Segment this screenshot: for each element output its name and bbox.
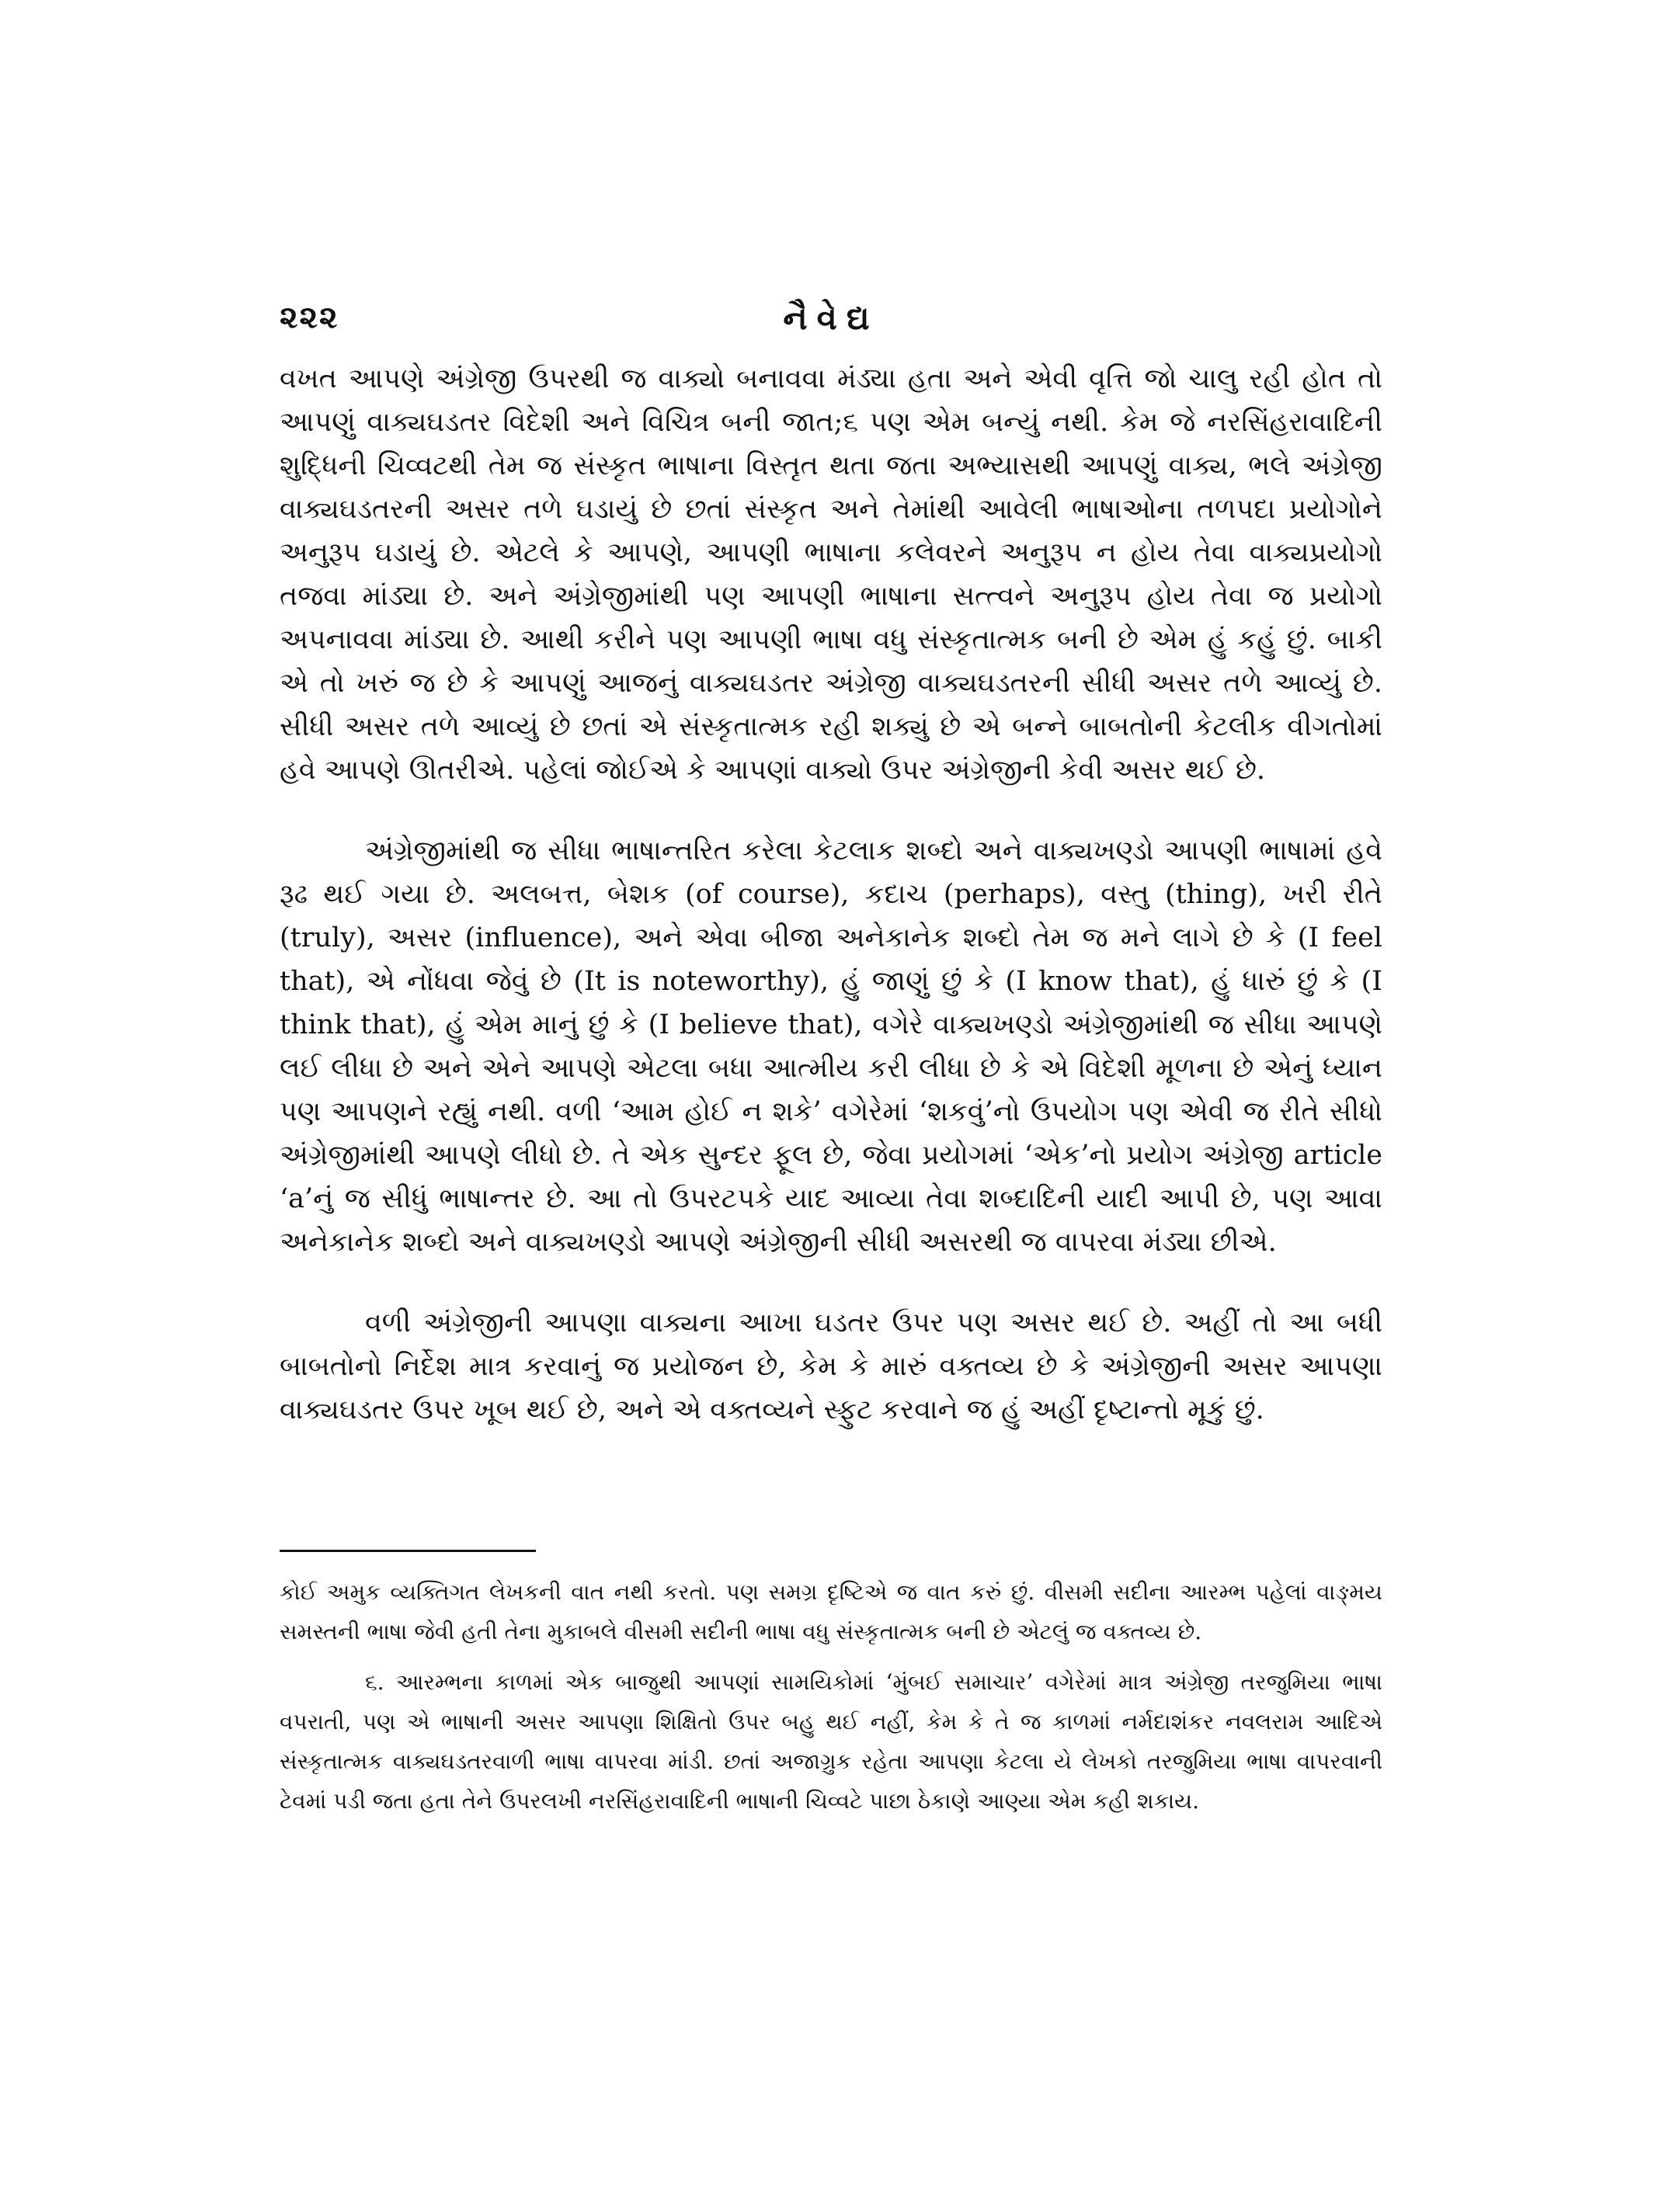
main-text [280,357,1382,1432]
paragraph-3: વળી અંગ્રેજીની આપણા વાક્યના આખા ઘડતર ઉપર પણ અસર થઈ છે. અહીં તો આ બધી બાબતોનો નિર્દેશ માત્ર કરવાનું જ પ્રયોજન છે, કેમ કે મારું વક્તવ્ય છે કે અંગ્રેજીની અસર આપણા વાક્યઘડતર ઉપર ખૂબ થઈ છે, અને એ વક્તવ્યને સ્ફુટ કરવાને જ હું અહીં દૃષ્ટાન્તો મૂકું છું. [280,1307,1382,1425]
footnote-divider [280,1550,536,1552]
running-title: નૈવેદ્ય [783,299,879,337]
page-number: ૨૨૨ [280,299,339,335]
footnotes [280,1572,1382,1821]
paragraph-1: વખત આપણે અંગ્રેજી ઉપરથી જ વાક્યો બનાવવા મંડ્યા હતા અને એવી વૃત્તિ જો ચાલુ રહી હોત તો આપણું વાક્યઘડતર વિદેશી અને વિચિત્ર બની જાત;૬ પણ એમ બન્યું નથી. કેમ જે નરસિંહરાવાદિની શુદ્ધિની ચિવ્વટથી તેમ જ સંસ્કૃત ભાષાના વિસ્તૃત થતા જતા અભ્યાસથી આપણું વાક્ય, ભલે અંગ્રેજી વાક્યઘડતરની અસર તળે ઘડાયું છે છતાં સંસ્કૃત અને તેમાંથી આવેલી ભાષાઓના તળપદા પ્રયોગોને અનુરૂપ ઘડાયું છે. એટલે કે આપણે, આપણી ભાષાના કલેવરને અનુરૂપ ન હોય તેવા વાક્યપ્રયોગો તજવા માંડ્યા છે. અને અંગ્રેજીમાંથી પણ આપણી ભાષાના સત્ત્વને અનુરૂપ હોય તેવા જ પ્રયોગો અપનાવવા માંડ્યા છે. આથી કરીને પણ આપણી ભાષા વધુ સંસ્કૃતાત્મક બની છે એમ હું કહું છું. બાકી એ તો ખરું જ છે કે આપણું આજનું વાક્યઘડતર અંગ્રેજી વાક્યઘડતરની સીધી અસર તળે આવ્યું છે. સીધી અસર તળે આવ્યું છે છતાં એ સંસ્કૃતાત્મક રહી શક્યું છે એ બન્ને બાબતોની કેટલીક વીગતોમાં હવે આપણે ઊતરીએ. પહેલાં જોઈએ કે આપણાં વાક્યો ઉપર અંગ્રેજીની કેવી અસર થઈ છે. [280,363,1382,786]
page-header [280,299,1382,346]
footnote-6: ૬. આરમ્ભના કાળમાં એક બાજુથી આપણાં સામયિકોમાં ‘મુંબઈ સમાચાર’ વગેરેમાં માત્ર અંગ્રેજી તરજુમિયા ભાષા વપરાતી, પણ એ ભાષાની અસર આપણા શિક્ષિતો ઉપર બહુ થઈ નહીં, કેમ કે તે જ કાળમાં નર્મદાશંકર નવલરામ આદિએ સંસ્કૃતાત્મક વાક્યઘડતરવાળી ભાષા વાપરવા માંડી. છતાં અજાગ્રુક રહેતા આપણા કેટલા યે લેખકો તરજુમિયા ભાષા વાપરવાની ટેવમાં પડી જતા હતા તેને ઉપરલખી નરસિંહરાવાદિની ભાષાની ચિવ્વટે પાછા ઠેકાણે આણ્યા એમ કહી શકાય. [280,1669,1382,1814]
footnote-1: કોઈ અમુક વ્યક્તિગત લેખકની વાત નથી કરતો. પણ સમગ્ર દૃષ્ટિએ જ વાત કરું છું. વીસમી સદીના આરમ્ભ પહેલાં વાઙ્મય સમસ્તની ભાષા જેવી હતી તેના મુકાબલે વીસમી સદીની ભાષા વધુ સંસ્કૃતાત્મક બની છે એટલું જ વક્તવ્ય છે. [280,1579,1382,1644]
paragraph-2: અંગ્રેજીમાંથી જ સીધા ભાષાન્તરિત કરેલા કેટલાક શબ્દો અને વાક્યખણ્ડો આપણી ભાષામાં હવે રૂઢ થઈ ગયા છે. અલબત્ત, બેશક (of course), કદાચ (perhaps), વસ્તુ (thing), ખરી રીતે (truly), અસર (influence), અને એવા બીજા અનેકાનેક શબ્દો તેમ જ મને લાગે છે કે (I feel that), એ નોંધવા જેવું છે (It is noteworthy), હું જાણું છું કે (I know that), હું ધારું છું કે (I think that), હું એમ માનું છું કે (I believe that), વગેરે વાક્યખણ્ડો અંગ્રેજીમાંથી જ સીધા આપણે લઈ લીધા છે અને એને આપણે એટલા બધા આત્મીય કરી લીધા છે કે એ વિદેશી મૂળના છે એનું ધ્યાન પણ આપણને રહ્યું નથી. વળી ‘આમ હોઈ ન શકે’ વગેરેમાં ‘શકવું’નો ઉપયોગ પણ એવી જ રીતે સીધો અંગ્રેજીમાંથી આપણે લીધો છે. તે એક સુન્દર ફૂલ છે, જેવા પ્રયોગમાં ‘એક’નો પ્રયોગ અંગ્રેજી article ‘a’નું જ સીધું ભાષાન્તર છે. આ તો ઉપરટપકે યાદ આવ્યા તેવા શબ્દાદિની યાદી આપી છે, પણ આવા અનેકાનેક શબ્દો અને વાક્યખણ્ડો આપણે અંગ્રેજીની સીધી અસરથી જ વાપરવા મંડ્યા છીએ. [280,835,1382,1258]
